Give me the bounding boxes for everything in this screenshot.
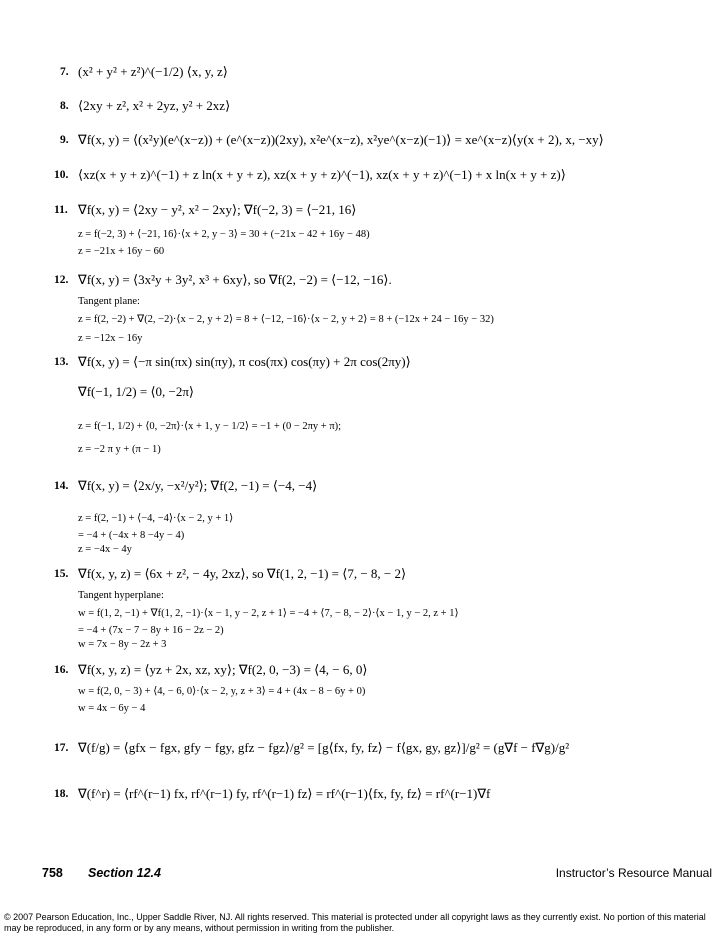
problem-16-line-3: w = 4x − 6y − 4 <box>78 703 146 714</box>
problem-12-line-2: Tangent plane: <box>78 296 140 307</box>
problem-14-number: 14. <box>54 480 69 492</box>
manual-title: Instructor’s Resource Manual <box>555 866 712 880</box>
problem-7-line-1: (x² + y² + z²)^(−1/2) ⟨x, y, z⟩ <box>78 64 228 79</box>
problem-15-line-1: ∇f(x, y, z) = ⟨6x + z², − 4y, 2xz⟩, so ∇f(1, 2, −1) = ⟨7, − 8, − 2⟩ <box>78 566 407 581</box>
problem-8-line-1: ⟨2xy + z², x² + 2yz, y² + 2xz⟩ <box>78 98 231 113</box>
problem-14-line-4: z = −4x − 4y <box>78 544 132 555</box>
problem-12-line-3: z = f(2, −2) + ∇(2, −2)·⟨x − 2, y + 2⟩ = 8 + ⟨−12, −16⟩·⟨x − 2, y + 2⟩ = 8 + (−12x + 24 − 16y − 32) <box>78 314 494 325</box>
problem-10-number: 10. <box>54 169 69 181</box>
problem-11-line-2: z = f(−2, 3) + ⟨−21, 16⟩·⟨x + 2, y − 3⟩ = 30 + (−21x − 42 + 16y − 48) <box>78 229 370 240</box>
problem-14-line-3: = −4 + (−4x + 8 −4y − 4) <box>78 530 185 541</box>
problem-13-line-2: ∇f(−1, 1/2) = ⟨0, −2π⟩ <box>78 384 194 399</box>
problem-11-line-3: z = −21x + 16y − 60 <box>78 246 165 257</box>
problem-16-number: 16. <box>54 664 69 676</box>
copyright-notice: © 2007 Pearson Education, Inc., Upper Saddle River, NJ. All rights reserved. This material is protected under all copyright laws as they currently exist. No portion of this material may be reproduced, in any form or by any means, without permission in writing from the publisher. <box>4 912 706 933</box>
problem-18-line-1: ∇(f^r) = ⟨rf^(r−1) fx, rf^(r−1) fy, rf^(r−1) fz⟩ = rf^(r−1)⟨fx, fy, fz⟩ = rf^(r−1)∇f <box>78 786 491 801</box>
problem-13-line-3: z = f(−1, 1/2) + ⟨0, −2π⟩·⟨x + 1, y − 1/2⟩ = −1 + (0 − 2πy + π); <box>78 421 342 432</box>
problem-15-line-5: w = 7x − 8y − 2z + 3 <box>78 639 167 650</box>
page-number: 758 <box>42 866 63 880</box>
problem-17-line-1: ∇(f/g) = ⟨gfx − fgx, gfy − fgy, gfz − fgz⟩/g² = [g⟨fx, fy, fz⟩ − f⟨gx, gy, gz⟩]/g² = (g∇f − f∇g)/g² <box>78 740 570 755</box>
problem-15-number: 15. <box>54 568 69 580</box>
problem-16-line-1: ∇f(x, y, z) = ⟨yz + 2x, xz, xy⟩; ∇f(2, 0, −3) = ⟨4, − 6, 0⟩ <box>78 662 368 677</box>
problem-9-number: 9. <box>60 134 69 146</box>
problem-15-line-2: Tangent hyperplane: <box>78 590 164 601</box>
problem-18-number: 18. <box>54 788 69 800</box>
problem-16-line-2: w = f(2, 0, − 3) + ⟨4, − 6, 0⟩·⟨x − 2, y, z + 3⟩ = 4 + (4x − 8 − 6y + 0) <box>78 686 366 697</box>
section-label: Section 12.4 <box>88 866 161 880</box>
problem-12-number: 12. <box>54 274 69 286</box>
problem-7-number: 7. <box>60 66 69 78</box>
problem-14-line-1: ∇f(x, y) = ⟨2x/y, −x²/y²⟩; ∇f(2, −1) = ⟨−4, −4⟩ <box>78 478 318 493</box>
problem-15-line-3: w = f(1, 2, −1) + ∇f(1, 2, −1)·⟨x − 1, y − 2, z + 1⟩ = −4 + ⟨7, − 8, − 2⟩·⟨x − 1, y − 2, z + 1⟩ <box>78 608 459 619</box>
problem-11-number: 11. <box>54 204 68 216</box>
problem-14-line-2: z = f(2, −1) + ⟨−4, −4⟩·⟨x − 2, y + 1⟩ <box>78 513 234 524</box>
problem-11-line-1: ∇f(x, y) = ⟨2xy − y², x² − 2xy⟩; ∇f(−2, 3) = ⟨−21, 16⟩ <box>78 202 357 217</box>
problem-15-line-4: = −4 + (7x − 7 − 8y + 16 − 2z − 2) <box>78 625 224 636</box>
problem-10-line-1: ⟨xz(x + y + z)^(−1) + z ln(x + y + z), xz(x + y + z)^(−1), xz(x + y + z)^(−1) + x ln(x + y + z)⟩ <box>78 167 566 182</box>
problem-12-line-4: z = −12x − 16y <box>78 333 143 344</box>
problem-17-number: 17. <box>54 742 69 754</box>
problem-8-number: 8. <box>60 100 69 112</box>
problem-12-line-1: ∇f(x, y) = ⟨3x²y + 3y², x³ + 6xy⟩, so ∇f(2, −2) = ⟨−12, −16⟩. <box>78 272 392 287</box>
problem-13-line-4: z = −2 π y + (π − 1) <box>78 444 161 455</box>
problem-13-line-1: ∇f(x, y) = ⟨−π sin(πx) sin(πy), π cos(πx) cos(πy) + 2π cos(2πy)⟩ <box>78 354 411 369</box>
problem-9-line-1: ∇f(x, y) = ⟨(x²y)(e^(x−z)) + (e^(x−z))(2xy), x²e^(x−z), x²ye^(x−z)(−1)⟩ = xe^(x−z)⟨y(x + 2), x, −xy⟩ <box>78 132 604 147</box>
problem-13-number: 13. <box>54 356 69 368</box>
